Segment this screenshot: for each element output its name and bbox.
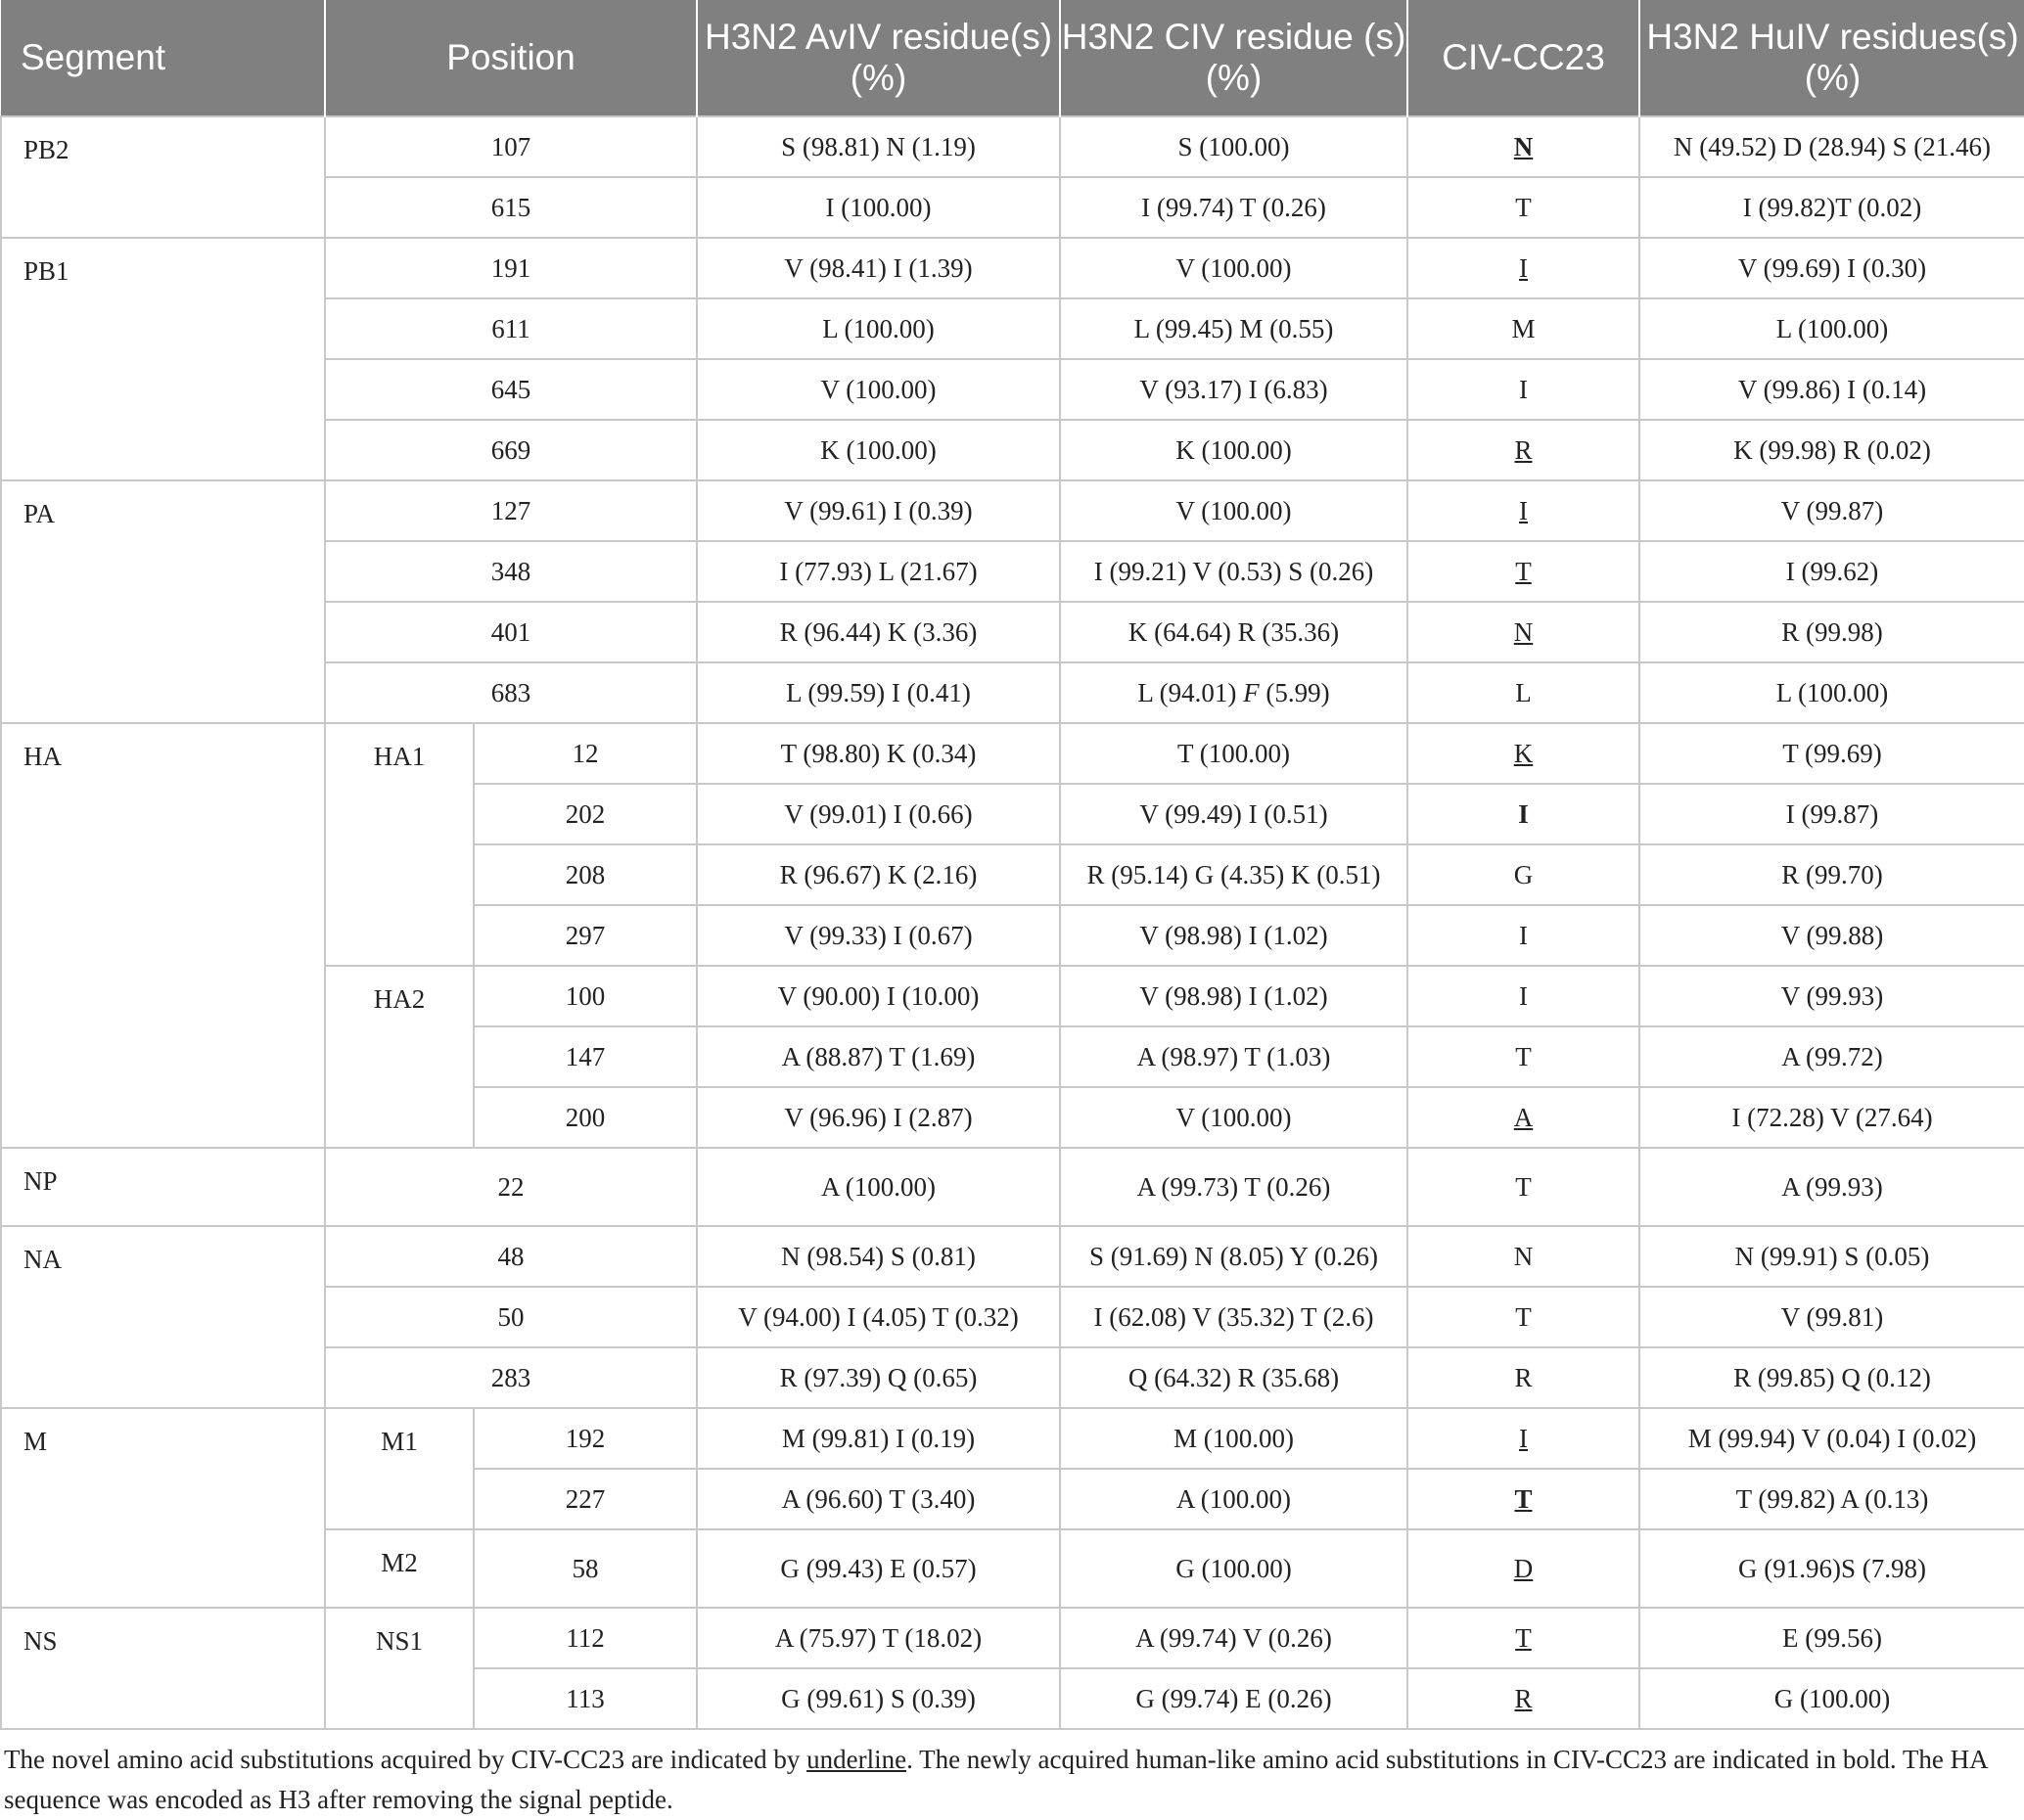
cc23-cell: T [1407, 1287, 1639, 1347]
position-cell: 227 [474, 1469, 697, 1529]
cc23-cell: N [1407, 1226, 1639, 1287]
aviv-cell: T (98.80) K (0.34) [697, 723, 1060, 784]
cc23-residue: A [1513, 1102, 1534, 1132]
position-cell: 127 [325, 480, 697, 541]
huiv-cell: T (99.69) [1639, 723, 2024, 784]
subsegment-cell: HA1 [325, 723, 474, 966]
aviv-cell: I (77.93) L (21.67) [697, 541, 1060, 602]
position-cell: 611 [325, 298, 697, 359]
segment-cell: M [1, 1408, 325, 1608]
civ-cell: Q (64.32) R (35.68) [1060, 1347, 1407, 1408]
position-cell: 107 [325, 116, 697, 177]
huiv-cell: G (91.96)S (7.98) [1639, 1529, 2024, 1608]
position-cell: 58 [474, 1529, 697, 1608]
aviv-cell: A (96.60) T (3.40) [697, 1469, 1060, 1529]
segment-cell: NA [1, 1226, 325, 1408]
cc23-residue: I [1519, 252, 1529, 283]
civ-cell: A (100.00) [1060, 1469, 1407, 1529]
aviv-cell: V (96.96) I (2.87) [697, 1087, 1060, 1148]
header-position: Position [325, 0, 697, 116]
header-segment: Segment [1, 0, 325, 116]
aviv-cell: V (99.61) I (0.39) [697, 480, 1060, 541]
civ-cell: G (100.00) [1060, 1529, 1407, 1608]
huiv-cell: T (99.82) A (0.13) [1639, 1469, 2024, 1529]
cc23-cell [1407, 480, 1639, 541]
position-cell: 348 [325, 541, 697, 602]
cc23-cell [1407, 541, 1639, 602]
aviv-cell: V (100.00) [697, 359, 1060, 420]
position-cell: 645 [325, 359, 697, 420]
position-cell: 669 [325, 420, 697, 480]
header-cc23: CIV-CC23 [1407, 0, 1639, 116]
aviv-cell: L (100.00) [697, 298, 1060, 359]
cc23-cell: I [1407, 966, 1639, 1026]
huiv-cell: N (99.91) S (0.05) [1639, 1226, 2024, 1287]
position-cell: 208 [474, 844, 697, 905]
civ-cell: V (98.98) I (1.02) [1060, 905, 1407, 966]
civ-cell: I (62.08) V (35.32) T (2.6) [1060, 1287, 1407, 1347]
aviv-cell: S (98.81) N (1.19) [697, 116, 1060, 177]
segment-cell: PB1 [1, 238, 325, 480]
civ-cell: I (99.21) V (0.53) S (0.26) [1060, 541, 1407, 602]
civ-cell: V (98.98) I (1.02) [1060, 966, 1407, 1026]
table-row [1, 1226, 2024, 1287]
table-row [1, 480, 2024, 541]
aviv-cell: A (75.97) T (18.02) [697, 1608, 1060, 1668]
civ-cell: T (100.00) [1060, 723, 1407, 784]
position-cell: 112 [474, 1608, 697, 1668]
segment-cell: NS [1, 1608, 325, 1729]
huiv-cell: E (99.56) [1639, 1608, 2024, 1668]
table-row [1, 723, 2024, 784]
huiv-cell: G (100.00) [1639, 1668, 2024, 1729]
cc23-cell [1407, 116, 1639, 177]
aviv-cell: L (99.59) I (0.41) [697, 662, 1060, 723]
cc23-cell [1407, 238, 1639, 298]
cc23-cell: M [1407, 298, 1639, 359]
position-cell: 297 [474, 905, 697, 966]
huiv-cell: R (99.70) [1639, 844, 2024, 905]
position-cell: 615 [325, 177, 697, 238]
cc23-residue: I [1518, 798, 1529, 829]
civ-cell: V (99.49) I (0.51) [1060, 784, 1407, 844]
huiv-cell: A (99.93) [1639, 1148, 2024, 1226]
footnote-underline-word: underline [806, 1745, 907, 1774]
huiv-cell: R (99.85) Q (0.12) [1639, 1347, 2024, 1408]
huiv-cell: V (99.69) I (0.30) [1639, 238, 2024, 298]
cc23-residue: T [1515, 556, 1532, 586]
cc23-cell [1407, 1087, 1639, 1148]
civ-cell: K (100.00) [1060, 420, 1407, 480]
civ-cell: V (100.00) [1060, 480, 1407, 541]
subsegment-cell: M2 [325, 1529, 474, 1608]
header-civ: H3N2 CIV residue (s) (%) [1060, 0, 1407, 116]
position-cell: 100 [474, 966, 697, 1026]
cc23-cell [1407, 1408, 1639, 1469]
position-cell: 283 [325, 1347, 697, 1408]
huiv-cell: R (99.98) [1639, 602, 2024, 662]
huiv-cell: N (49.52) D (28.94) S (21.46) [1639, 116, 2024, 177]
cc23-cell [1407, 1608, 1639, 1668]
huiv-cell: I (99.62) [1639, 541, 2024, 602]
civ-cell: M (100.00) [1060, 1408, 1407, 1469]
cc23-cell: I [1407, 359, 1639, 420]
civ-cell: S (91.69) N (8.05) Y (0.26) [1060, 1226, 1407, 1287]
huiv-cell: V (99.86) I (0.14) [1639, 359, 2024, 420]
huiv-cell: V (99.81) [1639, 1287, 2024, 1347]
cc23-cell: R [1407, 1347, 1639, 1408]
huiv-cell: I (99.82)T (0.02) [1639, 177, 2024, 238]
cc23-cell [1407, 723, 1639, 784]
header-aviv: H3N2 AvIV residue(s) (%) [697, 0, 1060, 116]
aviv-cell: V (98.41) I (1.39) [697, 238, 1060, 298]
position-cell: 202 [474, 784, 697, 844]
civ-cell: R (95.14) G (4.35) K (0.51) [1060, 844, 1407, 905]
segment-cell: HA [1, 723, 325, 1148]
aviv-cell: V (99.33) I (0.67) [697, 905, 1060, 966]
civ-cell: A (98.97) T (1.03) [1060, 1026, 1407, 1087]
position-cell: 683 [325, 662, 697, 723]
civ-residue-italic: F [1243, 677, 1260, 707]
position-cell: 113 [474, 1668, 697, 1729]
aviv-cell: R (96.44) K (3.36) [697, 602, 1060, 662]
civ-cell: A (99.74) V (0.26) [1060, 1608, 1407, 1668]
cc23-residue: T [1515, 1622, 1532, 1653]
position-cell: 191 [325, 238, 697, 298]
aviv-cell: G (99.61) S (0.39) [697, 1668, 1060, 1729]
civ-cell: K (64.64) R (35.36) [1060, 602, 1407, 662]
aviv-cell: G (99.43) E (0.57) [697, 1529, 1060, 1608]
subsegment-cell: NS1 [325, 1608, 474, 1729]
civ-cell: V (93.17) I (6.83) [1060, 359, 1407, 420]
table-footnote [4, 1740, 2020, 1820]
position-cell: 147 [474, 1026, 697, 1087]
civ-cell: S (100.00) [1060, 116, 1407, 177]
footnote-text: . The newly acquired human-like amino acid substitutions in CIV-CC23 are indicated in bold. The HA sequence was encoded as H3 after removing the signal peptide. [4, 1745, 1988, 1814]
civ-residue-part: L (94.01) [1137, 677, 1244, 707]
aviv-cell: A (88.87) T (1.69) [697, 1026, 1060, 1087]
aviv-cell: N (98.54) S (0.81) [697, 1226, 1060, 1287]
huiv-cell: V (99.87) [1639, 480, 2024, 541]
cc23-cell [1407, 602, 1639, 662]
segment-cell: PB2 [1, 116, 325, 238]
position-cell: 48 [325, 1226, 697, 1287]
cc23-residue: T [1514, 1483, 1533, 1514]
aviv-cell: K (100.00) [697, 420, 1060, 480]
civ-cell: L (99.45) M (0.55) [1060, 298, 1407, 359]
huiv-cell: I (99.87) [1639, 784, 2024, 844]
subsegment-cell: M1 [325, 1408, 474, 1529]
cc23-residue: I [1519, 1423, 1529, 1453]
cc23-cell [1407, 1529, 1639, 1608]
civ-cell: I (99.74) T (0.26) [1060, 177, 1407, 238]
segment-cell: NP [1, 1148, 325, 1226]
cc23-cell: T [1407, 1026, 1639, 1087]
header-row [1, 0, 2024, 116]
table-row [1, 1148, 2024, 1226]
huiv-cell: I (72.28) V (27.64) [1639, 1087, 2024, 1148]
position-cell: 22 [325, 1148, 697, 1226]
huiv-cell: V (99.93) [1639, 966, 2024, 1026]
position-cell: 200 [474, 1087, 697, 1148]
table-row [1, 116, 2024, 177]
huiv-cell: A (99.72) [1639, 1026, 2024, 1087]
aviv-cell: I (100.00) [697, 177, 1060, 238]
cc23-cell [1407, 1668, 1639, 1729]
table-row [1, 1608, 2024, 1668]
position-cell: 401 [325, 602, 697, 662]
cc23-residue: K [1513, 738, 1534, 768]
huiv-cell: K (99.98) R (0.02) [1639, 420, 2024, 480]
cc23-cell: I [1407, 905, 1639, 966]
cc23-cell: T [1407, 1148, 1639, 1226]
cc23-residue: R [1514, 434, 1533, 465]
cc23-cell [1407, 420, 1639, 480]
huiv-cell: V (99.88) [1639, 905, 2024, 966]
civ-residue-part: (5.99) [1259, 677, 1330, 707]
aviv-cell: M (99.81) I (0.19) [697, 1408, 1060, 1469]
cc23-residue: N [1513, 131, 1534, 161]
cc23-cell: L [1407, 662, 1639, 723]
aviv-cell: R (97.39) Q (0.65) [697, 1347, 1060, 1408]
position-cell: 192 [474, 1408, 697, 1469]
civ-cell [1060, 662, 1407, 723]
aviv-cell: V (99.01) I (0.66) [697, 784, 1060, 844]
civ-cell: A (99.73) T (0.26) [1060, 1148, 1407, 1226]
footnote-text: The novel amino acid substitutions acquired by CIV-CC23 are indicated by [4, 1745, 807, 1774]
cc23-residue: R [1514, 1683, 1533, 1713]
table-row [1, 1408, 2024, 1469]
huiv-cell: M (99.94) V (0.04) I (0.02) [1639, 1408, 2024, 1469]
huiv-cell: L (100.00) [1639, 298, 2024, 359]
civ-cell: G (99.74) E (0.26) [1060, 1668, 1407, 1729]
cc23-residue: N [1513, 616, 1534, 647]
cc23-cell [1407, 1469, 1639, 1529]
header-huiv: H3N2 HuIV residues(s) (%) [1639, 0, 2024, 116]
cc23-cell: G [1407, 844, 1639, 905]
table-row [1, 238, 2024, 298]
aviv-cell: V (90.00) I (10.00) [697, 966, 1060, 1026]
segment-cell: PA [1, 480, 325, 723]
subsegment-cell: HA2 [325, 966, 474, 1148]
huiv-cell: L (100.00) [1639, 662, 2024, 723]
aviv-cell: V (94.00) I (4.05) T (0.32) [697, 1287, 1060, 1347]
civ-cell: V (100.00) [1060, 1087, 1407, 1148]
cc23-cell: T [1407, 177, 1639, 238]
civ-cell: V (100.00) [1060, 238, 1407, 298]
aviv-cell: A (100.00) [697, 1148, 1060, 1226]
position-cell: 50 [325, 1287, 697, 1347]
cc23-residue: I [1519, 495, 1529, 525]
cc23-cell [1407, 784, 1639, 844]
cc23-residue: D [1513, 1553, 1534, 1583]
position-cell: 12 [474, 723, 697, 784]
aviv-cell: R (96.67) K (2.16) [697, 844, 1060, 905]
